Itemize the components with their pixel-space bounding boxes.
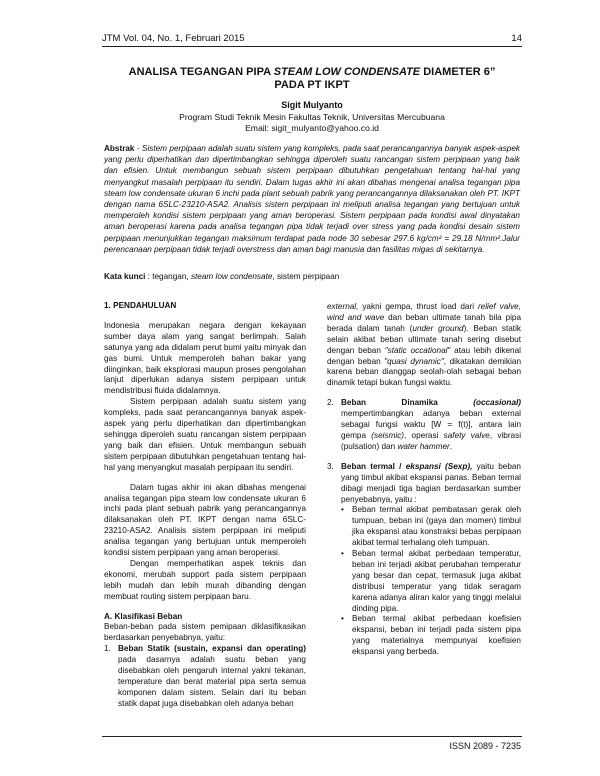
item2-text: mempertimbangkan adanya beban external sebagai fungsi waktu [W = f(t)], antara lain gempa [341, 409, 521, 440]
author-name: Sigit Mulyanto [281, 100, 343, 110]
keywords-text-b: , sistem perpipaan [272, 272, 340, 281]
issn-footer: ISSN 2089 - 7235 [449, 741, 521, 751]
list-item-1-continued [327, 302, 521, 389]
item1-text: pada dasarnya adalah suatu beban yang disebabkan oleh pengaruh internal yakni tekanan, temperature dan berat material pipa serta semua komponen dalam sistem. Selain dari itu beban statik dapat juga disebabkan oleh adanya beban [118, 655, 306, 708]
abstract-text: - Sistem perpipaan adalah suatu sistem yang kompleks, pada saat perancangannya banyak aspek-aspek yang perlu diperhatikan dan dipertimbangkan sehingga diperoleh suatu rancangan sistem perpipaan yang baik dan efisien. Untuk membangun sebuah sistem perpipaan dibutuhkan pengetahuan tentang hal-hal yang menyangkut masalah perpipaan itu sendiri. Dalam tugas akhir ini akan dibahas mengenai analisa tegangan pipa steam low condensate ukuran 6 inchi pada plant sebuah pabrik yang perancangannya dilaksanakan oleh PT. IKPT dengan nama 6SLC-23210-ASA2. Analisis sistem perpipaan ini meliputi analisa tegangan yang bertujuan untuk memperoleh kondisi sistem perpipaan yang aman beroperasi. Sistem perpipaan pada kondisi awal dinyatakan aman beroperasi karena pada analisa tegangan pipa tidak terjadi over stress yang pada kondisi desain sistem perpipaan menunjukkan tegangan maksimum terdapat pada node 30 sebesar 297.6 kg/cm² = 29.18 N/mm².Jalur perencanaan perpipaan tidak terjadi overstress dan aman bagi manusia dan fasilitas migas di sekitarnya. [104, 144, 520, 254]
item3-bold: Beban termal / [341, 461, 406, 471]
keywords-italic: steam low condensate [190, 272, 273, 281]
section-heading-klasifikasi: A. Klasifikasi Beban [104, 611, 183, 621]
list-item-3 [327, 462, 521, 506]
list-number: 1. [104, 644, 111, 654]
item2-bolditalic: (occasional) [473, 398, 521, 408]
right-column [327, 302, 521, 658]
item1-text2: yakni gempa, thrust load dari [358, 302, 478, 311]
bullet-item: • Beban termal akibat perbedaan temperatur, beban ini terjadi akibat perubahan temperatur yang besar dan cepat, termasuk juga akibat distribusi temperatur yang tidak seragam karena adanya aliran kalor yang tinggi melalui dinding pipa. [341, 549, 521, 613]
abstract-label: Abstrak [104, 144, 135, 153]
paragraph-4: Dengan memperhatikan aspek teknis dan ekonomi, merubah support pada sistem perpipaan lebih mudah dan lebih murah dibanding dengan membuat routing sistem perpipaan baru. [104, 558, 306, 601]
item2-it3: water hammer [397, 441, 450, 451]
item2-bold: Beban Dinamika [341, 398, 474, 408]
bullet-list [327, 505, 521, 658]
item3-text: yaitu beban yang timbul akibat ekspansi panas. Beban termal dibagi menjadi tiga bagian berdasarkan sumber penyebabnya, yaitu : [341, 461, 521, 504]
bullet-text: Beban termal akibat pembatasan gerak oleh tumpuan, beban ini (gaya dan momen) timbul jika ekspansi atau konstraksi bebas perpipaan akibat termal terhalang oleh tumpuan. [352, 505, 521, 548]
list-item-1 [104, 644, 306, 709]
item2-text3: , vibrasi (pulsation) dan [341, 430, 522, 451]
footer-rule [102, 736, 522, 737]
item1-bold: Beban Statik (sustain, expansi dan operating) [118, 644, 306, 654]
journal-header: JTM Vol. 04, No. 1, Februari 2015 [102, 33, 245, 44]
item1-text4: ). Beban statik selain akibat beban ultimate tanah sering disebut dengan beban [327, 323, 521, 355]
keywords-label: Kata kunci [104, 272, 146, 281]
item2-it2: safety valve [443, 430, 490, 440]
paragraph-1: Indonesia merupakan negara dengan kekayaan sumber daya alam yang sangat berlimpah. Salah satunya yang ada didalam perut bumi yaitu minyak dan gas bumi. Untuk memperoleh bahan bakar yang diinginkan, baik eksplorasi maupun proses pengolahan lanjut diperlukan adanya sistem perpipaan untuk mendistribusi fluida didalamnya. [104, 320, 306, 396]
header-rule [102, 46, 522, 47]
page-number: 14 [511, 33, 522, 44]
list-number: 3. [327, 461, 334, 471]
list-item-3-body [341, 462, 521, 506]
keywords-text-a: : tegangan, [145, 272, 191, 281]
item1-text5: atau lebih dikenal dengan beban [327, 345, 521, 366]
item2-it1: (seismic) [371, 430, 405, 440]
paper-title [102, 66, 522, 92]
item1-it1: external, [327, 302, 359, 311]
item2-text4: . [449, 441, 453, 451]
list-item-1-body [118, 644, 306, 709]
item1-it4: "static occational" [384, 345, 451, 355]
title-line2: PADA PT IKPT [274, 79, 350, 91]
author-affiliation: Program Studi Teknik Mesin Fakultas Teknik, Universitas Mercubuana [179, 112, 445, 122]
item1-it2: relief valve, wind and wave [327, 302, 521, 322]
title-part1: ANALISA TEGANGAN PIPA [128, 66, 274, 78]
bullet-text: Beban termal akibat perbedaan koefisien ekspansi, beban ini terjadi pada sistem pipa yang materialnya mempunyai koefisien ekspansi yang berbeda. [352, 614, 521, 657]
paragraph-2: Sistem perpipaan adalah suatu sistem yang kompleks, pada saat perancangannya banyak aspek-aspek yang perlu diperhatikan dan dipertimbangkan sehingga diperoleh suatu rancangan sistem perpipaan yang baik dan efisien. Untuk membangun sebuah sistem perpipaan dibutuhkan pengetahuan tentang hal-hal yang menyangkut masalah perpipaan itu sendiri. [104, 397, 306, 472]
item1-text6: , dikatakan demikian karena beban dianggap seolah-olah sebagai beban dinamik tetapi bukan fungsi waktu. [327, 356, 521, 388]
bullet-text: Beban termal akibat perbedaan temperatur, beban ini terjadi akibat perubahan temperatur yang besar dan cepat, termasuk juga akibat distribusi temperatur yang tidak seragam karena adanya aliran kalor yang tinggi melalui dinding pipa. [352, 549, 521, 613]
item1-text3: dan beban ultimate tanah bila pipa berada dalam tanah ( [327, 312, 521, 333]
keywords [104, 272, 520, 281]
title-part2: DIAMETER 6” [420, 66, 496, 78]
paragraph-3: Dalam tugas akhir ini akan dibahas mengenai analisa tegangan pipa steam low condensate ukuran 6 inchi pada plant sebuah pabrik yang perancangannya dilaksanakan oleh PT. IKPT dengan nama 6SLC-23210-ASA2. Analisis sistem perpipaan ini meliputi analisa tegangan yang bertujuan untuk memperoleh kondisi sistem perpipaan yang aman beroperasi. [104, 482, 306, 558]
item1-it3: under ground [412, 323, 464, 333]
item3-bolditalic: ekspansi (Sexp), [405, 461, 473, 471]
list-item-2-body [341, 398, 521, 453]
item2-text2: , operasi [404, 430, 444, 440]
list-item-2 [327, 398, 521, 453]
list-number: 2. [327, 398, 334, 408]
bullet-item: • Beban termal akibat pembatasan gerak oleh tumpuan, beban ini (gaya dan momen) timbul jika ekspansi atau konstraksi bebas perpipaan akibat termal terhalang oleh tumpuan. [341, 505, 521, 548]
title-italic: STEAM LOW CONDENSATE [273, 66, 421, 78]
bullet-item: • Beban termal akibat perbedaan koefisien ekspansi, beban ini terjadi pada sistem pipa yang materialnya mempunyai koefisien ekspansi yang berbeda. [341, 614, 521, 657]
author-email: Email: sigit_mulyanto@yahoo.co.id [245, 123, 379, 133]
section-heading-pendahuluan: 1. PENDAHULUAN [104, 301, 177, 310]
left-column [104, 301, 306, 710]
abstract [104, 143, 520, 255]
klasifikasi-intro: Beban-beban pada sistem pemipaan diklasifikasikan berdasarkan penyebabnya, yaitu: [104, 622, 306, 643]
item1-it5: "quasi dynamic" [384, 356, 444, 366]
